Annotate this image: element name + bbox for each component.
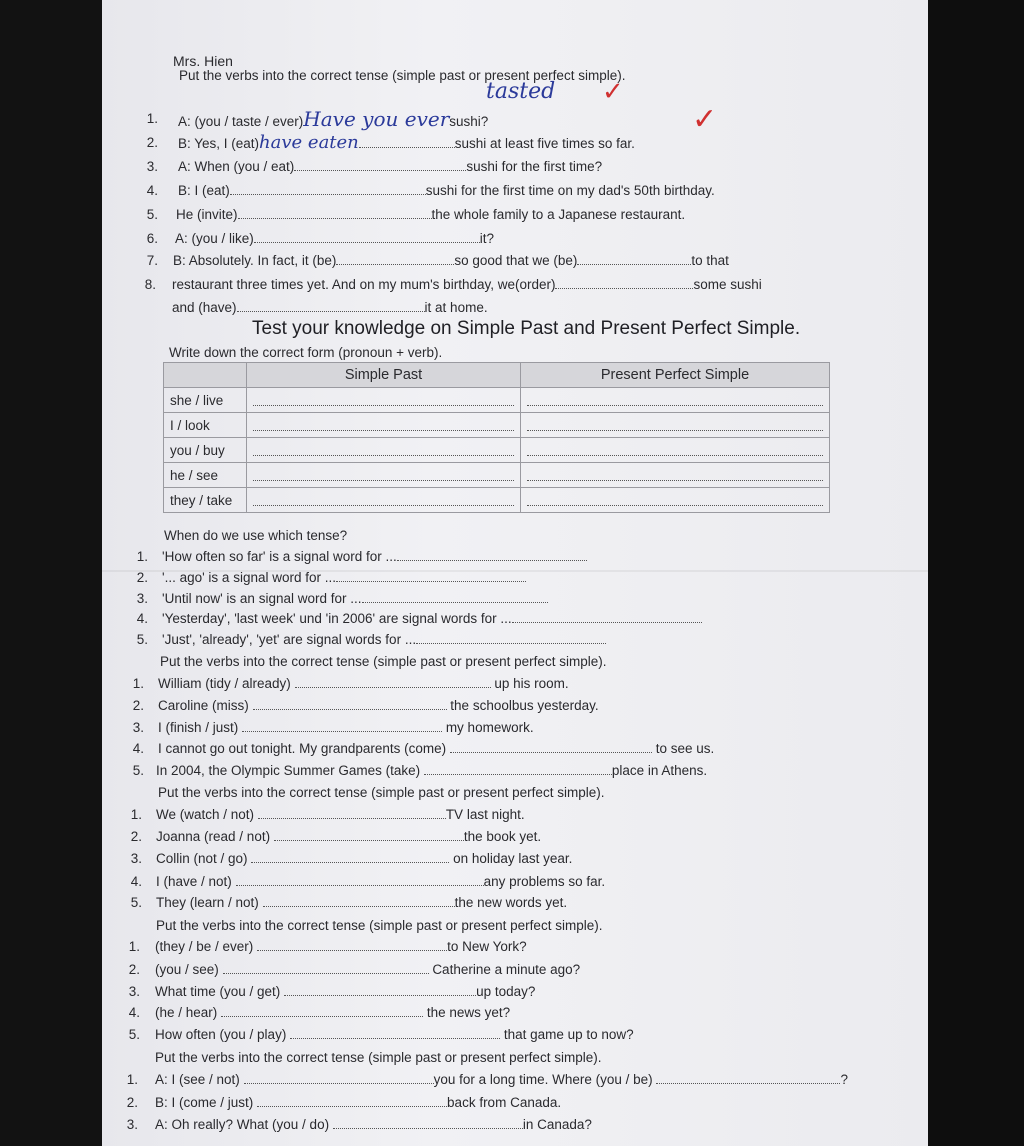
continuation-text: up today? [476,984,536,999]
check-mark-icon: ✓ [692,102,718,137]
line-number: 3. [130,851,142,866]
continuation-text: to New York? [447,939,527,954]
line-number: 4. [128,1005,140,1020]
prompt-text: 'Yesterday', 'last week' und 'in 2006' are signal words for ... [162,611,512,626]
answer-blank [294,159,466,171]
table-corner-cell [164,363,247,388]
prompt-text: '... ago' is a signal word for ... [162,570,336,585]
exercise-line [172,300,488,316]
exercise-line [156,807,525,823]
exercise-line [155,984,535,1000]
answer-blank [238,207,432,219]
prompt-text: A: Oh really? What (you / do) [155,1117,330,1132]
simple-past-cell [247,388,521,413]
line-number: 5. [130,895,142,910]
continuation-text: TV last night. [445,807,525,822]
continuation-text: the news yet? [426,1005,511,1020]
continuation-text: sushi for the first time on my dad's 50th birthday. [425,183,715,198]
exercise-line [173,253,729,269]
prompt-text: I (finish / just) [158,720,239,735]
answer-blank [230,183,426,195]
line-number: 2. [128,962,140,977]
exercise-line [156,829,541,845]
continuation-text: sushi at least five times so far. [454,136,635,151]
exercise-line [158,698,599,714]
answer-blank [577,253,691,265]
answer-blank [244,1072,434,1084]
exercise-line [155,939,527,955]
continuation-text: in Canada? [522,1117,592,1132]
simple-past-cell [247,413,521,438]
exercise-line [158,676,569,692]
line-number: 6. [146,231,158,246]
continuation-text: it at home. [424,300,488,315]
answer-blank [257,1095,447,1107]
prompt-text: I (have / not) [156,874,232,889]
desk-background-right [926,0,1024,1146]
prompt-text: (you / see) [155,962,219,977]
continuation-text: you for a long time. Where (you / be) [433,1072,653,1087]
continuation-text: Catherine a minute ago? [432,962,581,977]
question-mark: ? [840,1072,848,1087]
answer-blank [257,939,447,951]
answer-blank [236,874,484,886]
exercise-line [175,231,494,247]
prompt-text: and (have) [172,300,237,315]
signal-word-line [162,632,606,648]
prompt-text: How often (you / play) [155,1027,287,1042]
middle-text: so good that we (be) [454,253,578,268]
exercise-line [155,1117,592,1133]
answer-blank [237,300,425,312]
continuation-text: some sushi [693,277,762,292]
prompt-text: A: When (you / eat) [178,159,295,174]
line-number: 2. [130,829,142,844]
line-number: 4. [132,741,144,756]
line-number: 3. [126,1117,138,1132]
answer-blank [656,1072,840,1084]
continuation-text: up his room. [494,676,569,691]
line-number: 2. [136,570,148,585]
continuation-text: to see us. [655,741,715,756]
line-number: 4. [146,183,158,198]
exercise-line [178,132,635,153]
prompt-text: (they / be / ever) [155,939,254,954]
simple-past-cell [247,488,521,513]
column-header: Simple Past [247,363,521,388]
answer-blank [274,829,464,841]
line-number: 3. [128,984,140,999]
answer-blank [254,231,480,243]
exercise-line [155,962,580,978]
prompt-text: In 2004, the Olympic Summer Games (take) [156,763,421,778]
line-number: 2. [126,1095,138,1110]
continuation-text: place in Athens. [611,763,708,778]
continuation-text: any problems so far. [483,874,606,889]
prompt-text: 'Until now' is an signal word for ... [162,591,362,606]
line-number: 3. [146,159,158,174]
line-number: 4. [136,611,148,626]
present-perfect-cell [521,463,830,488]
answer-blank [416,632,606,644]
continuation-text: the book yet. [463,829,542,844]
table-row [164,388,830,413]
row-label: she / live [164,388,247,413]
present-perfect-cell [521,413,830,438]
line-number: 5. [128,1027,140,1042]
line-number: 2. [146,135,158,150]
present-perfect-cell [521,438,830,463]
prompt-text: We (watch / not) [156,807,255,822]
line-number: 1. [146,111,158,126]
test-title: Test your knowledge on Simple Past and Present Perfect Simple. [252,318,801,339]
prompt-text: (he / hear) [155,1005,218,1020]
answer-blank [424,763,612,775]
answer-blank [397,549,587,561]
continuation-text: sushi for the first time? [466,159,603,174]
prompt-text: He (invite) [176,207,238,222]
answer-blank [284,984,476,996]
test-instruction: Write down the correct form (pronoun + verb). [169,345,443,360]
exercise-line [156,874,605,890]
section1-instruction: Put the verbs into the correct tense (simple past or present perfect simple). [179,68,626,83]
prompt-text: B: I (eat) [178,183,230,198]
answer-blank [258,807,446,819]
handwritten-answer: have eaten [259,132,359,153]
exercise-line [155,1072,848,1088]
column-header: Present Perfect Simple [521,363,830,388]
exercise-line [172,277,762,293]
answer-blank [359,136,455,148]
prompt-text: 'How often so far' is a signal word for ... [162,549,397,564]
prompt-text: Caroline (miss) [158,698,249,713]
continuation-text: that game up to now? [503,1027,634,1042]
prompt-text: They (learn / not) [156,895,259,910]
continuation-text: the schoolbus yesterday. [450,698,599,713]
present-perfect-cell [521,488,830,513]
simple-past-cell [247,438,521,463]
simple-past-cell [247,463,521,488]
exercise-line [155,1005,510,1021]
prompt-text: A: (you / taste / ever) [178,114,304,129]
exercise-line [178,107,489,131]
row-label: they / take [164,488,247,513]
line-number: 1. [130,807,142,822]
exercise-line [155,1027,634,1043]
which-tense-heading: When do we use which tense? [164,528,348,543]
line-number: 1. [136,549,148,564]
line-number: 1. [128,939,140,954]
answer-blank [263,895,455,907]
prompt-text: A: I (see / not) [155,1072,240,1087]
row-label: he / see [164,463,247,488]
continuation-text: it? [479,231,495,246]
exercise-line [178,183,715,199]
answer-blank [555,277,693,289]
handwritten-answer-2: tasted [486,79,556,104]
line-number: 1. [126,1072,138,1087]
teacher-name: Mrs. Hien [173,53,233,69]
present-perfect-cell [521,388,830,413]
line-number: 5. [136,632,148,647]
line-number: 3. [136,591,148,606]
prompt-text: A: (you / like) [175,231,254,246]
answer-blank [253,698,447,710]
prompt-text: What time (you / get) [155,984,281,999]
answer-blank [512,611,702,623]
exercise-c-instruction: Put the verbs into the correct tense (simple past or present perfect simple). [156,918,603,933]
table-row [164,413,830,438]
continuation-text: the whole family to a Japanese restaurant. [431,207,686,222]
prompt-text: restaurant three times yet. And on my mum's birthday, we(order) [172,277,556,292]
prompt-text: B: Yes, I (eat) [178,136,260,151]
line-number: 2. [132,698,144,713]
table-row [164,438,830,463]
continuation-text: to that [691,253,729,268]
prompt-text: B: I (come / just) [155,1095,254,1110]
exercise-line [156,851,572,867]
table-row [164,463,830,488]
signal-word-line [162,549,587,565]
handwritten-answer: Have you ever [303,107,450,131]
prompt-text: B: Absolutely. In fact, it (be) [173,253,337,268]
answer-blank [333,1117,523,1129]
line-number: 4. [130,874,142,889]
exercise-line [176,207,685,223]
answer-blank [251,851,449,863]
line-number: 3. [132,720,144,735]
verb-form-table [163,362,830,513]
worksheet-paper [102,0,928,1146]
exercise-line [155,1095,561,1111]
continuation-text: my homework. [445,720,534,735]
prompt-text: I cannot go out tonight. My grandparents (come) [158,741,447,756]
line-number: 5. [146,207,158,222]
line-number: 1. [132,676,144,691]
answer-blank [336,570,526,582]
answer-blank [336,253,454,265]
desk-background-left [0,0,104,1146]
answer-blank [450,741,652,753]
row-label: you / buy [164,438,247,463]
answer-blank [223,962,429,974]
continuation-text: the new words yet. [454,895,568,910]
continuation-text: back from Canada. [447,1095,562,1110]
prompt-text: William (tidy / already) [158,676,291,691]
exercise-line [156,895,567,911]
answer-blank [290,1027,500,1039]
line-number: 8. [144,277,156,292]
exercise-b-instruction: Put the verbs into the correct tense (simple past or present perfect simple). [158,785,605,800]
table-row [164,488,830,513]
signal-word-line [162,591,548,607]
signal-word-line [162,611,702,627]
answer-blank [362,591,548,603]
continuation-text: on holiday last year. [453,851,573,866]
signal-word-line [162,570,526,586]
check-mark-icon: ✓ [602,77,624,107]
line-number: 7. [146,253,158,268]
row-label: I / look [164,413,247,438]
exercise-a-instruction: Put the verbs into the correct tense (simple past or present perfect simple). [160,654,607,669]
exercise-line [158,741,714,757]
prompt-text: 'Just', 'already', 'yet' are signal words for ... [162,632,417,647]
line-number: 5. [132,763,144,778]
exercise-line [178,159,602,175]
answer-blank [242,720,442,732]
exercise-d-instruction: Put the verbs into the correct tense (simple past or present perfect simple). [155,1050,602,1065]
exercise-line [158,720,534,736]
exercise-line [156,763,707,779]
answer-blank [221,1005,423,1017]
prompt-text: Collin (not / go) [156,851,248,866]
answer-blank [295,676,491,688]
continuation-text: sushi? [449,114,489,129]
prompt-text: Joanna (read / not) [156,829,271,844]
